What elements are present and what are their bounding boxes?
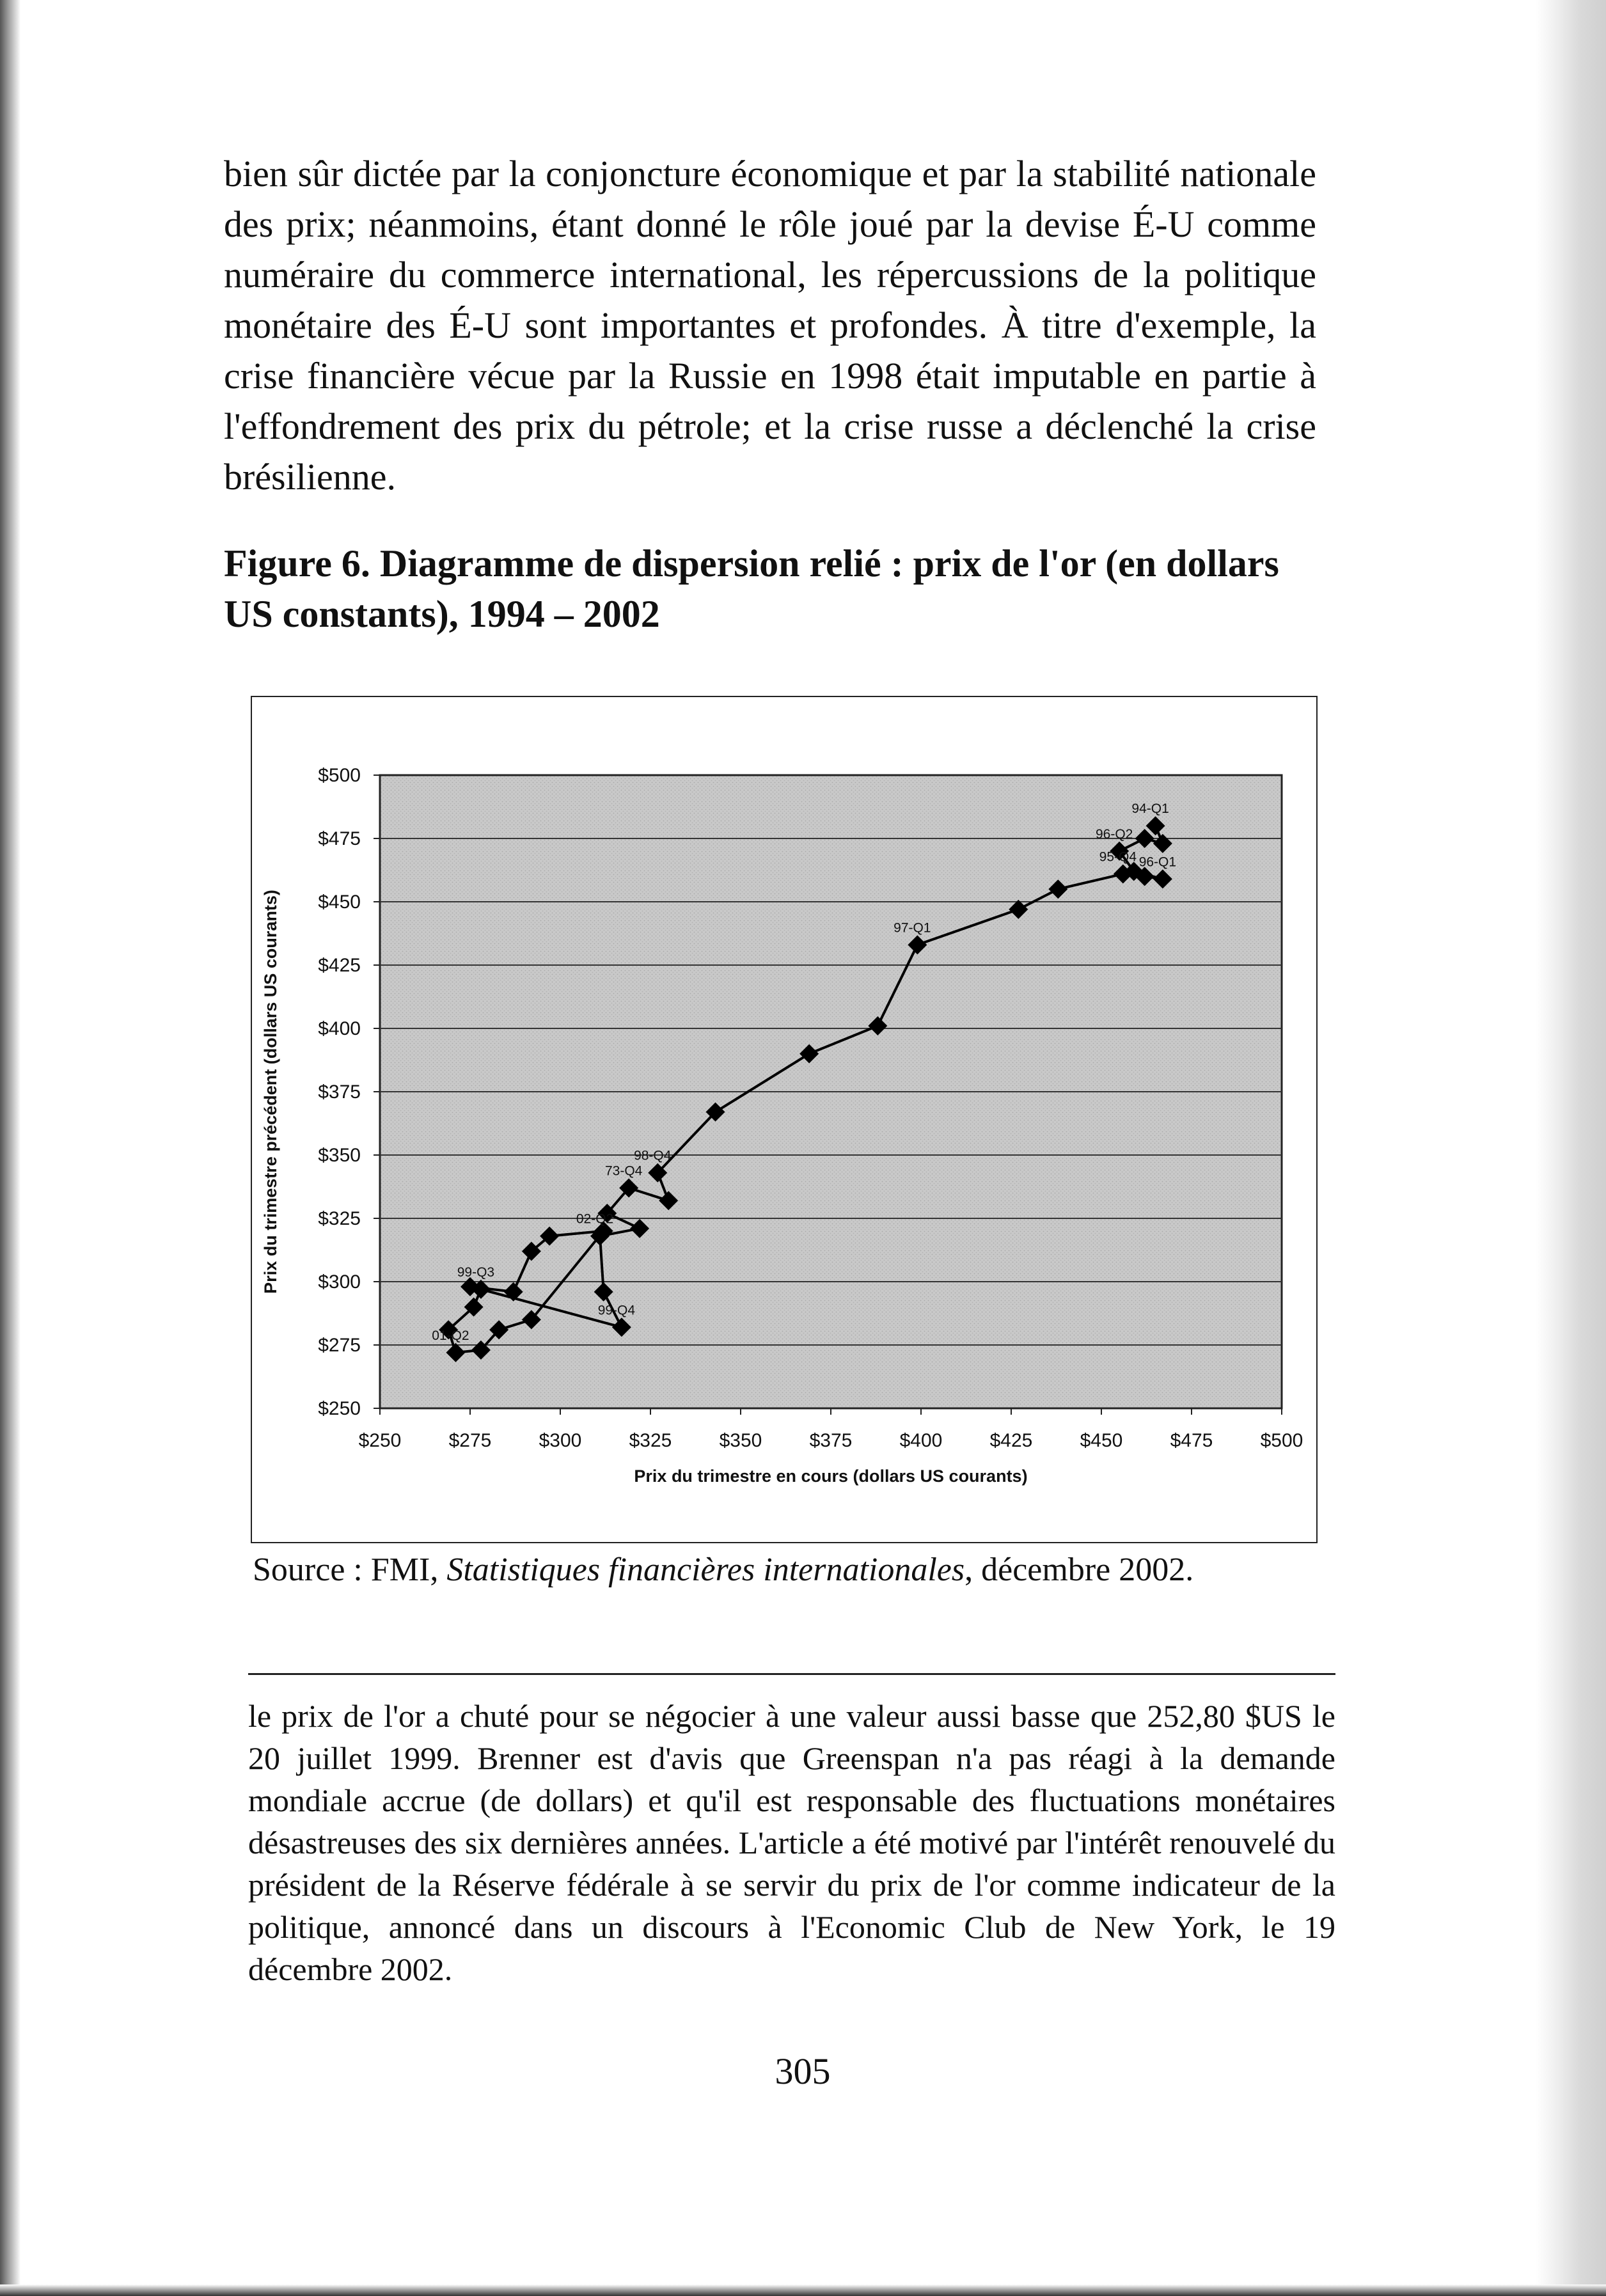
- point-label: 95-Q4: [1099, 849, 1137, 865]
- y-tick-label: $300: [318, 1271, 361, 1293]
- figure-source: [253, 1548, 1193, 1592]
- point-label: 99-Q4: [597, 1303, 636, 1318]
- x-tick-label: $275: [448, 1430, 492, 1451]
- page-number: 305: [775, 2050, 831, 2092]
- y-axis-label: Prix du trimestre précédent (dollars US courants): [261, 890, 280, 1294]
- x-tick-label: $475: [1170, 1430, 1213, 1451]
- point-label: 02-Q2: [576, 1211, 614, 1227]
- y-tick-label: $500: [318, 765, 361, 786]
- body-paragraph: bien sûr dictée par la conjoncture économique et par la stabilité nationale des prix; néanmoins, étant donné le rôle joué par la devise É-U comme numéraire du commerce international, les répercussions de la politique monétaire des É-U sont importantes et profondes. À titre d'exemple, la crise financière vécue par la Russie en 1998 était imputable en partie à l'effondrement des prix du pétrole; et la crise russe a déclenché la crise brésilienne.: [224, 153, 1316, 498]
- x-tick-label: $375: [809, 1430, 853, 1451]
- point-label: 96-Q2: [1096, 826, 1133, 842]
- x-axis-ticks: [359, 1408, 1303, 1451]
- page-binding-edge: [0, 0, 20, 2296]
- y-tick-label: $375: [318, 1081, 361, 1103]
- x-tick-label: $325: [629, 1430, 672, 1451]
- y-tick-label: $325: [318, 1208, 361, 1229]
- page-shadow-edge: [1536, 0, 1606, 2296]
- point-label: 96-Q1: [1138, 854, 1177, 870]
- source-prefix: Source : FMI,: [253, 1552, 447, 1588]
- footnote-paragraph: le prix de l'or a chuté pour se négocier à une valeur aussi basse que 252,80 $US le 20 juillet 1999. Brenner est d'avis que Greenspan n'a pas réagi à la demande mondiale accrue (de dollars) et qu'il est responsable des fluctuations monétaires désastreuses des six dernières années. L'article a été motivé par l'intérêt renouvelé du président de la Réserve fédérale à se servir du prix de l'or comme indicateur de la politique, annoncé dans un discours à l'Economic Club de New York, le 19 décembre 2002.: [248, 1698, 1335, 1987]
- y-axis-ticks: [318, 765, 380, 1419]
- page-bottom-edge: [0, 2284, 1606, 2296]
- y-tick-label: $450: [318, 892, 361, 913]
- figure-title: Figure 6. Diagramme de dispersion relié : prix de l'or (en dollars US constants), 1994 – 2002: [224, 542, 1279, 635]
- point-label: 99-Q3: [457, 1264, 495, 1280]
- x-tick-label: $500: [1260, 1430, 1303, 1451]
- point-label: 73-Q4: [604, 1163, 643, 1179]
- source-title: Statistiques financières internationales: [446, 1552, 965, 1588]
- chart-frame: [251, 696, 1318, 1543]
- x-tick-label: $400: [899, 1430, 943, 1451]
- x-tick-label: $350: [719, 1430, 762, 1451]
- y-tick-label: $425: [318, 955, 361, 976]
- x-tick-label: $450: [1080, 1430, 1123, 1451]
- x-tick-label: $250: [358, 1430, 402, 1451]
- y-tick-label: $275: [318, 1335, 361, 1356]
- y-tick-label: $475: [318, 828, 361, 849]
- y-tick-label: $350: [318, 1145, 361, 1166]
- y-tick-label: $400: [318, 1018, 361, 1039]
- x-axis-label: Prix du trimestre en cours (dollars US courants): [634, 1466, 1028, 1486]
- scatter-chart: [252, 697, 1316, 1542]
- point-label: 97-Q1: [894, 920, 931, 936]
- point-label: 94-Q1: [1131, 801, 1169, 817]
- y-tick-label: $250: [318, 1398, 361, 1419]
- footnote-divider: [248, 1673, 1335, 1675]
- point-label: 98-Q4: [634, 1148, 672, 1163]
- point-label: 01-Q2: [432, 1328, 469, 1343]
- x-tick-label: $425: [989, 1430, 1033, 1451]
- source-suffix: , décembre 2002.: [964, 1552, 1194, 1588]
- x-tick-label: $300: [539, 1430, 582, 1451]
